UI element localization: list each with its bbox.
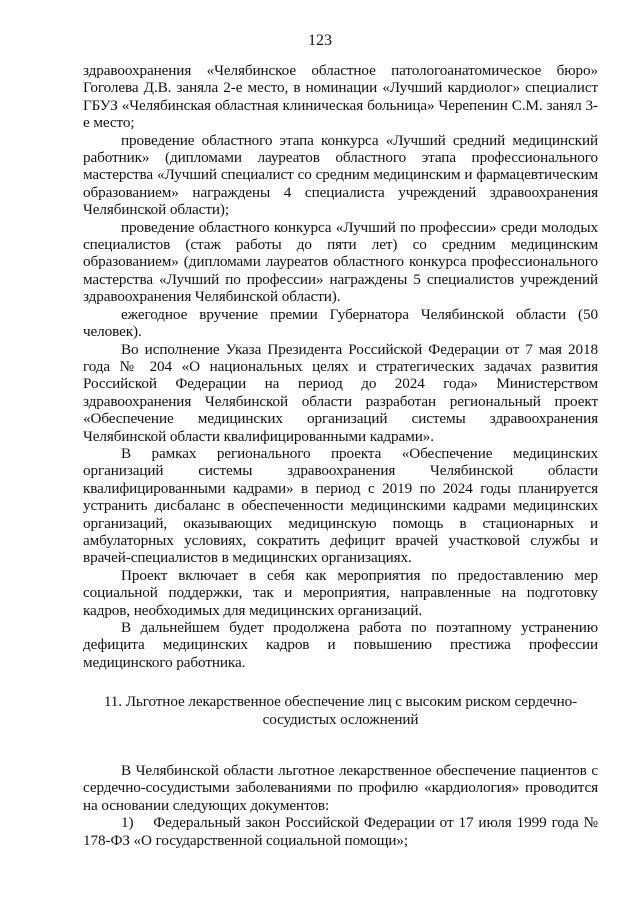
page-number: 123: [308, 32, 332, 49]
document-body: [83, 62, 602, 849]
paragraph-regional-contest: проведение областного этапа конкурса «Лучший средний медицинский работник» (дипломами лауреатов областного этапа профессионального мастерства «Лучший специалист со средним медицинским и фармацевтическим образованием» награждены 4 специалиста учреждений здравоохранения Челябинской области);: [83, 131, 598, 219]
paragraph-best-in-profession: проведение областного конкурса «Лучший по профессии» среди молодых специалистов (стаж работы до пяти лет) со средним медицинским образованием» (дипломами лауреатов областного конкурса профессионального мастерства «Лучший по профессии» награждены 5 специалистов учреждений здравоохранения Челябинской области).: [83, 218, 598, 306]
paragraph-drug-provision: В Челябинской области льготное лекарственное обеспечение пациентов с сердечно-сосудистыми заболеваниями по профилю «кардиология» проводится на основании следующих документов:: [83, 762, 598, 814]
section-heading: 11. Льготное лекарственное обеспечение лиц с высоким риском сердечно-сосудистых осложнений: [103, 693, 578, 728]
paragraph-project-measures: Проект включает в себя как мероприятия по предоставлению мер социальной поддержки, так и мероприятия, направленные на подготовку кадров, необходимых для медицинских организаций.: [83, 566, 598, 619]
paragraph-governor-award: ежегодное вручение премии Губернатора Челябинской области (50 человек).: [83, 305, 598, 341]
paragraph-further-work: В дальнейшем будет продолжена работа по поэтапному устранению дефицита медицинских кадров и повышению престижа профессии медицинского работника.: [83, 619, 598, 671]
list-item-federal-law: 1) Федеральный закон Российской Федерации от 17 июля 1999 года № 178-ФЗ «О государственной социальной помощи»;: [83, 814, 602, 849]
paragraph-presidential-decree: Во исполнение Указа Президента Российской Федерации от 7 мая 2018 года № 204 «О национальных целях и стратегических задачах развития Российской Федерации на период до 2024 года» Министерством здравоохранения Челябинской области разработан региональный проект «Обеспечение медицинских организаций системы здравоохранения Челябинской области квалифицированными кадрами».: [83, 340, 598, 445]
paragraph-continuation: здравоохранения «Челябинское областное патологоанатомическое бюро» Гоголева Д.В. заняла 2-е место, в номинации «Лучший кардиолог» специалист ГБУЗ «Челябинская областная клиническая больница» Черепенин С.М. занял 3-е место;: [83, 62, 598, 132]
paragraph-regional-project: В рамках регионального проекта «Обеспечение медицинских организаций системы здравоохранения Челябинской области квалифицированными кадрами» в период с 2019 по 2024 годы планируется устранить дисбаланс в обеспеченности медицинскими кадрами медицинских организаций, оказывающих медицинскую помощь в стационарных и амбулаторных условиях, сократить дефицит врачей участковой службы и врачей-специалистов в медицинских организациях.: [83, 444, 598, 567]
